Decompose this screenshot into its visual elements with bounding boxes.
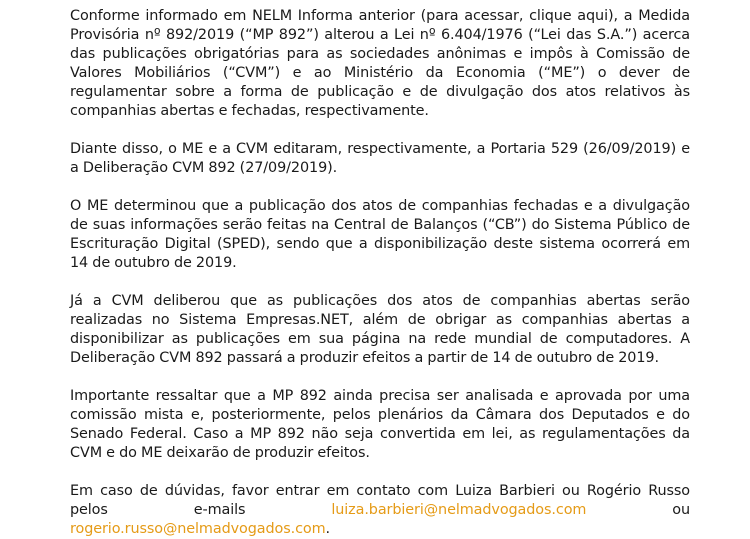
email-link-rogerio-russo[interactable]: rogerio.russo@nelmadvogados.com	[70, 521, 326, 537]
email-link-luiza-barbieri[interactable]: luiza.barbieri@nelmadvogados.com	[331, 502, 587, 518]
paragraph-portaria-deliberacao: Diante disso, o ME e a CVM editaram, respectivamente, a Portaria 529 (26/09/2019) e a Deliberação CVM 892 (27/09/2019).	[70, 141, 690, 176]
newsletter-body	[70, 7, 690, 539]
paragraph-cvm-deliberation: Já a CVM deliberou que as publicações dos atos de companhias abertas serão realizadas no Sistema Empresas.NET, além de obrigar as companhias abertas a disponibilizar as publicações em sua página na rede mundial de computadores. A Deliberação CVM 892 passará a produzir efeitos a partir de 14 de outubro de 2019.	[70, 293, 690, 366]
contact-connector-text: ou	[586, 502, 690, 518]
paragraph-mp-pending-approval: Importante ressaltar que a MP 892 ainda precisa ser analisada e aprovada por uma comissão mista e, posteriormente, pelos plenários da Câmara dos Deputados e do Senado Federal. Caso a MP 892 não seja convertida em lei, as regulamentações da CVM e do ME deixarão de produzir efeitos.	[70, 388, 690, 461]
paragraph-mp-892-intro: Conforme informado em NELM Informa anterior (para acessar, clique aqui), a Medida Provisória nº 892/2019 (“MP 892”) alterou a Lei nº 6.404/1976 (“Lei das S.A.”) acerca das publicações obrigatórias para as sociedades anônimas e impôs à Comissão de Valores Mobiliários (“CVM”) e ao Ministério da Economia (“ME”) o dever de regulamentar sobre a forma de publicação e de divulgação dos atos relativos às companhias abertas e fechadas, respectivamente.	[70, 8, 690, 119]
contact-intro-text: Em caso de dúvidas, favor entrar em contato com Luiza Barbieri ou Rogério Russo pelos e-mails	[70, 483, 690, 518]
paragraph-me-determination: O ME determinou que a publicação dos atos de companhias fechadas e a divulgação de suas informações serão feitas na Central de Balanços (“CB”) do Sistema Público de Escrituração Digital (SPED), sendo que a disponibilização deste sistema ocorrerá em 14 de outubro de 2019.	[70, 198, 690, 271]
paragraph-contact	[70, 482, 690, 539]
contact-end-punctuation: .	[325, 521, 331, 537]
